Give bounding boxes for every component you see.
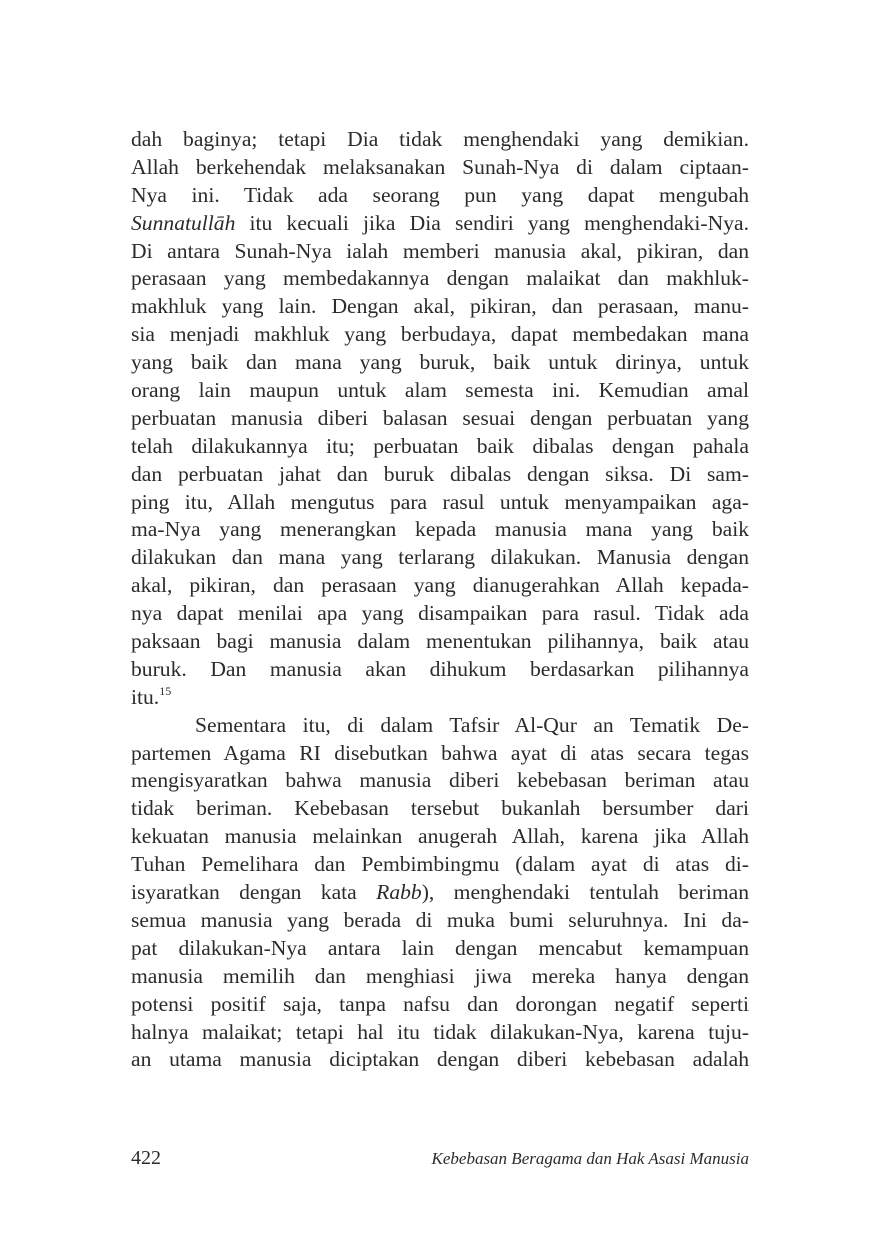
- text-line: [131, 461, 749, 489]
- footnote-reference: 15: [159, 683, 172, 698]
- text-segment: Allah berkehendak melaksanakan Sunah-Nya di dalam ciptaan-: [131, 154, 749, 179]
- text-segment: mengisyaratkan bahwa manusia diberi kebebasan beriman atau: [131, 768, 749, 793]
- text-segment: buruk. Dan manusia akan dihukum berdasarkan pilihannya: [131, 656, 749, 681]
- text-line: [131, 684, 749, 712]
- text-line: [131, 238, 749, 266]
- text-line: [131, 377, 749, 405]
- text-segment: Sementara itu, di dalam Tafsir Al-Qur an Tematik De-: [195, 712, 749, 737]
- text-line: [131, 767, 749, 795]
- text-line: [131, 823, 749, 851]
- text-segment: ), menghendaki tentulah beriman: [421, 880, 749, 905]
- text-line: [131, 126, 749, 154]
- text-segment: Di antara Sunah-Nya ialah memberi manusia akal, pikiran, dan: [131, 238, 749, 263]
- text-segment: nya dapat menilai apa yang disampaikan para rasul. Tidak ada: [131, 601, 749, 626]
- text-line: [131, 154, 749, 182]
- text-segment: yang baik dan mana yang buruk, baik untuk dirinya, untuk: [131, 350, 749, 375]
- text-segment: potensi positif saja, tanpa nafsu dan dorongan negatif seperti: [131, 991, 749, 1016]
- page-number: 422: [131, 1147, 161, 1169]
- text-line: [131, 433, 749, 461]
- running-title: Kebebasan Beragama dan Hak Asasi Manusia: [431, 1149, 749, 1168]
- text-segment: akal, pikiran, dan perasaan yang dianugerahkan Allah kepada-: [131, 573, 749, 598]
- text-segment: isyaratkan dengan kata: [131, 880, 377, 905]
- text-line: [131, 265, 749, 293]
- text-line: [131, 991, 749, 1019]
- text-segment: paksaan bagi manusia dalam menentukan pilihannya, baik atau: [131, 629, 749, 654]
- text-segment: Nya ini. Tidak ada seorang pun yang dapat mengubah: [131, 182, 749, 207]
- text-line: [131, 321, 749, 349]
- text-line: [131, 572, 749, 600]
- text-segment: itu kecuali jika Dia sendiri yang menghendaki-Nya.: [235, 210, 749, 235]
- text-line: [131, 712, 749, 740]
- italic-term: Rabb: [376, 880, 422, 905]
- text-segment: partemen Agama RI disebutkan bahwa ayat di atas secara tegas: [131, 740, 749, 765]
- text-line: [131, 405, 749, 433]
- text-line: [131, 516, 749, 544]
- text-segment: tidak beriman. Kebebasan tersebut bukanlah bersumber dari: [131, 796, 749, 821]
- text-segment: halnya malaikat; tetapi hal itu tidak dilakukan-Nya, karena tuju-: [131, 1019, 749, 1044]
- text-line: [131, 628, 749, 656]
- text-segment: dilakukan dan mana yang terlarang dilakukan. Manusia dengan: [131, 545, 749, 570]
- italic-term: Sunnatullāh: [131, 210, 236, 235]
- text-line: [131, 963, 749, 991]
- text-segment: manusia memilih dan menghiasi jiwa mereka hanya dengan: [131, 963, 749, 988]
- text-segment: semua manusia yang berada di muka bumi seluruhnya. Ini da-: [131, 907, 749, 932]
- body-text: [131, 126, 749, 1074]
- text-segment: Tuhan Pemelihara dan Pembimbingmu (dalam ayat di atas di-: [131, 852, 749, 877]
- text-line: [131, 907, 749, 935]
- text-segment: ping itu, Allah mengutus para rasul untuk menyampaikan aga-: [131, 489, 749, 514]
- text-segment: orang lain maupun untuk alam semesta ini. Kemudian amal: [131, 378, 749, 403]
- text-segment: sia menjadi makhluk yang berbudaya, dapat membedakan mana: [131, 322, 749, 347]
- text-line: [131, 1046, 749, 1074]
- text-line: [131, 851, 749, 879]
- text-segment: itu.: [131, 684, 160, 709]
- text-line: [131, 489, 749, 517]
- text-segment: pat dilakukan-Nya antara lain dengan mencabut kemampuan: [131, 935, 749, 960]
- text-segment: dah baginya; tetapi Dia tidak menghendaki yang demikian.: [131, 127, 749, 151]
- text-line: [131, 795, 749, 823]
- text-line: [131, 1019, 749, 1047]
- text-line: [131, 293, 749, 321]
- text-line: [131, 656, 749, 684]
- text-line: [131, 182, 749, 210]
- text-segment: kekuatan manusia melainkan anugerah Allah, karena jika Allah: [131, 824, 749, 849]
- text-segment: perbuatan manusia diberi balasan sesuai dengan perbuatan yang: [131, 405, 749, 430]
- text-line: [131, 349, 749, 377]
- text-segment: perasaan yang membedakannya dengan malaikat dan makhluk-: [131, 266, 749, 291]
- text-segment: dan perbuatan jahat dan buruk dibalas dengan siksa. Di sam-: [131, 461, 749, 486]
- text-segment: makhluk yang lain. Dengan akal, pikiran, dan perasaan, manu-: [131, 294, 749, 319]
- text-segment: ma-Nya yang menerangkan kepada manusia mana yang baik: [131, 517, 749, 542]
- text-segment: telah dilakukannya itu; perbuatan baik dibalas dengan pahala: [131, 433, 749, 458]
- text-line: [131, 600, 749, 628]
- text-segment: an utama manusia diciptakan dengan diberi kebebasan adalah: [131, 1047, 749, 1072]
- text-line: [131, 544, 749, 572]
- text-line: [131, 740, 749, 768]
- text-line: [131, 879, 749, 907]
- text-line: [131, 935, 749, 963]
- text-line: [131, 210, 749, 238]
